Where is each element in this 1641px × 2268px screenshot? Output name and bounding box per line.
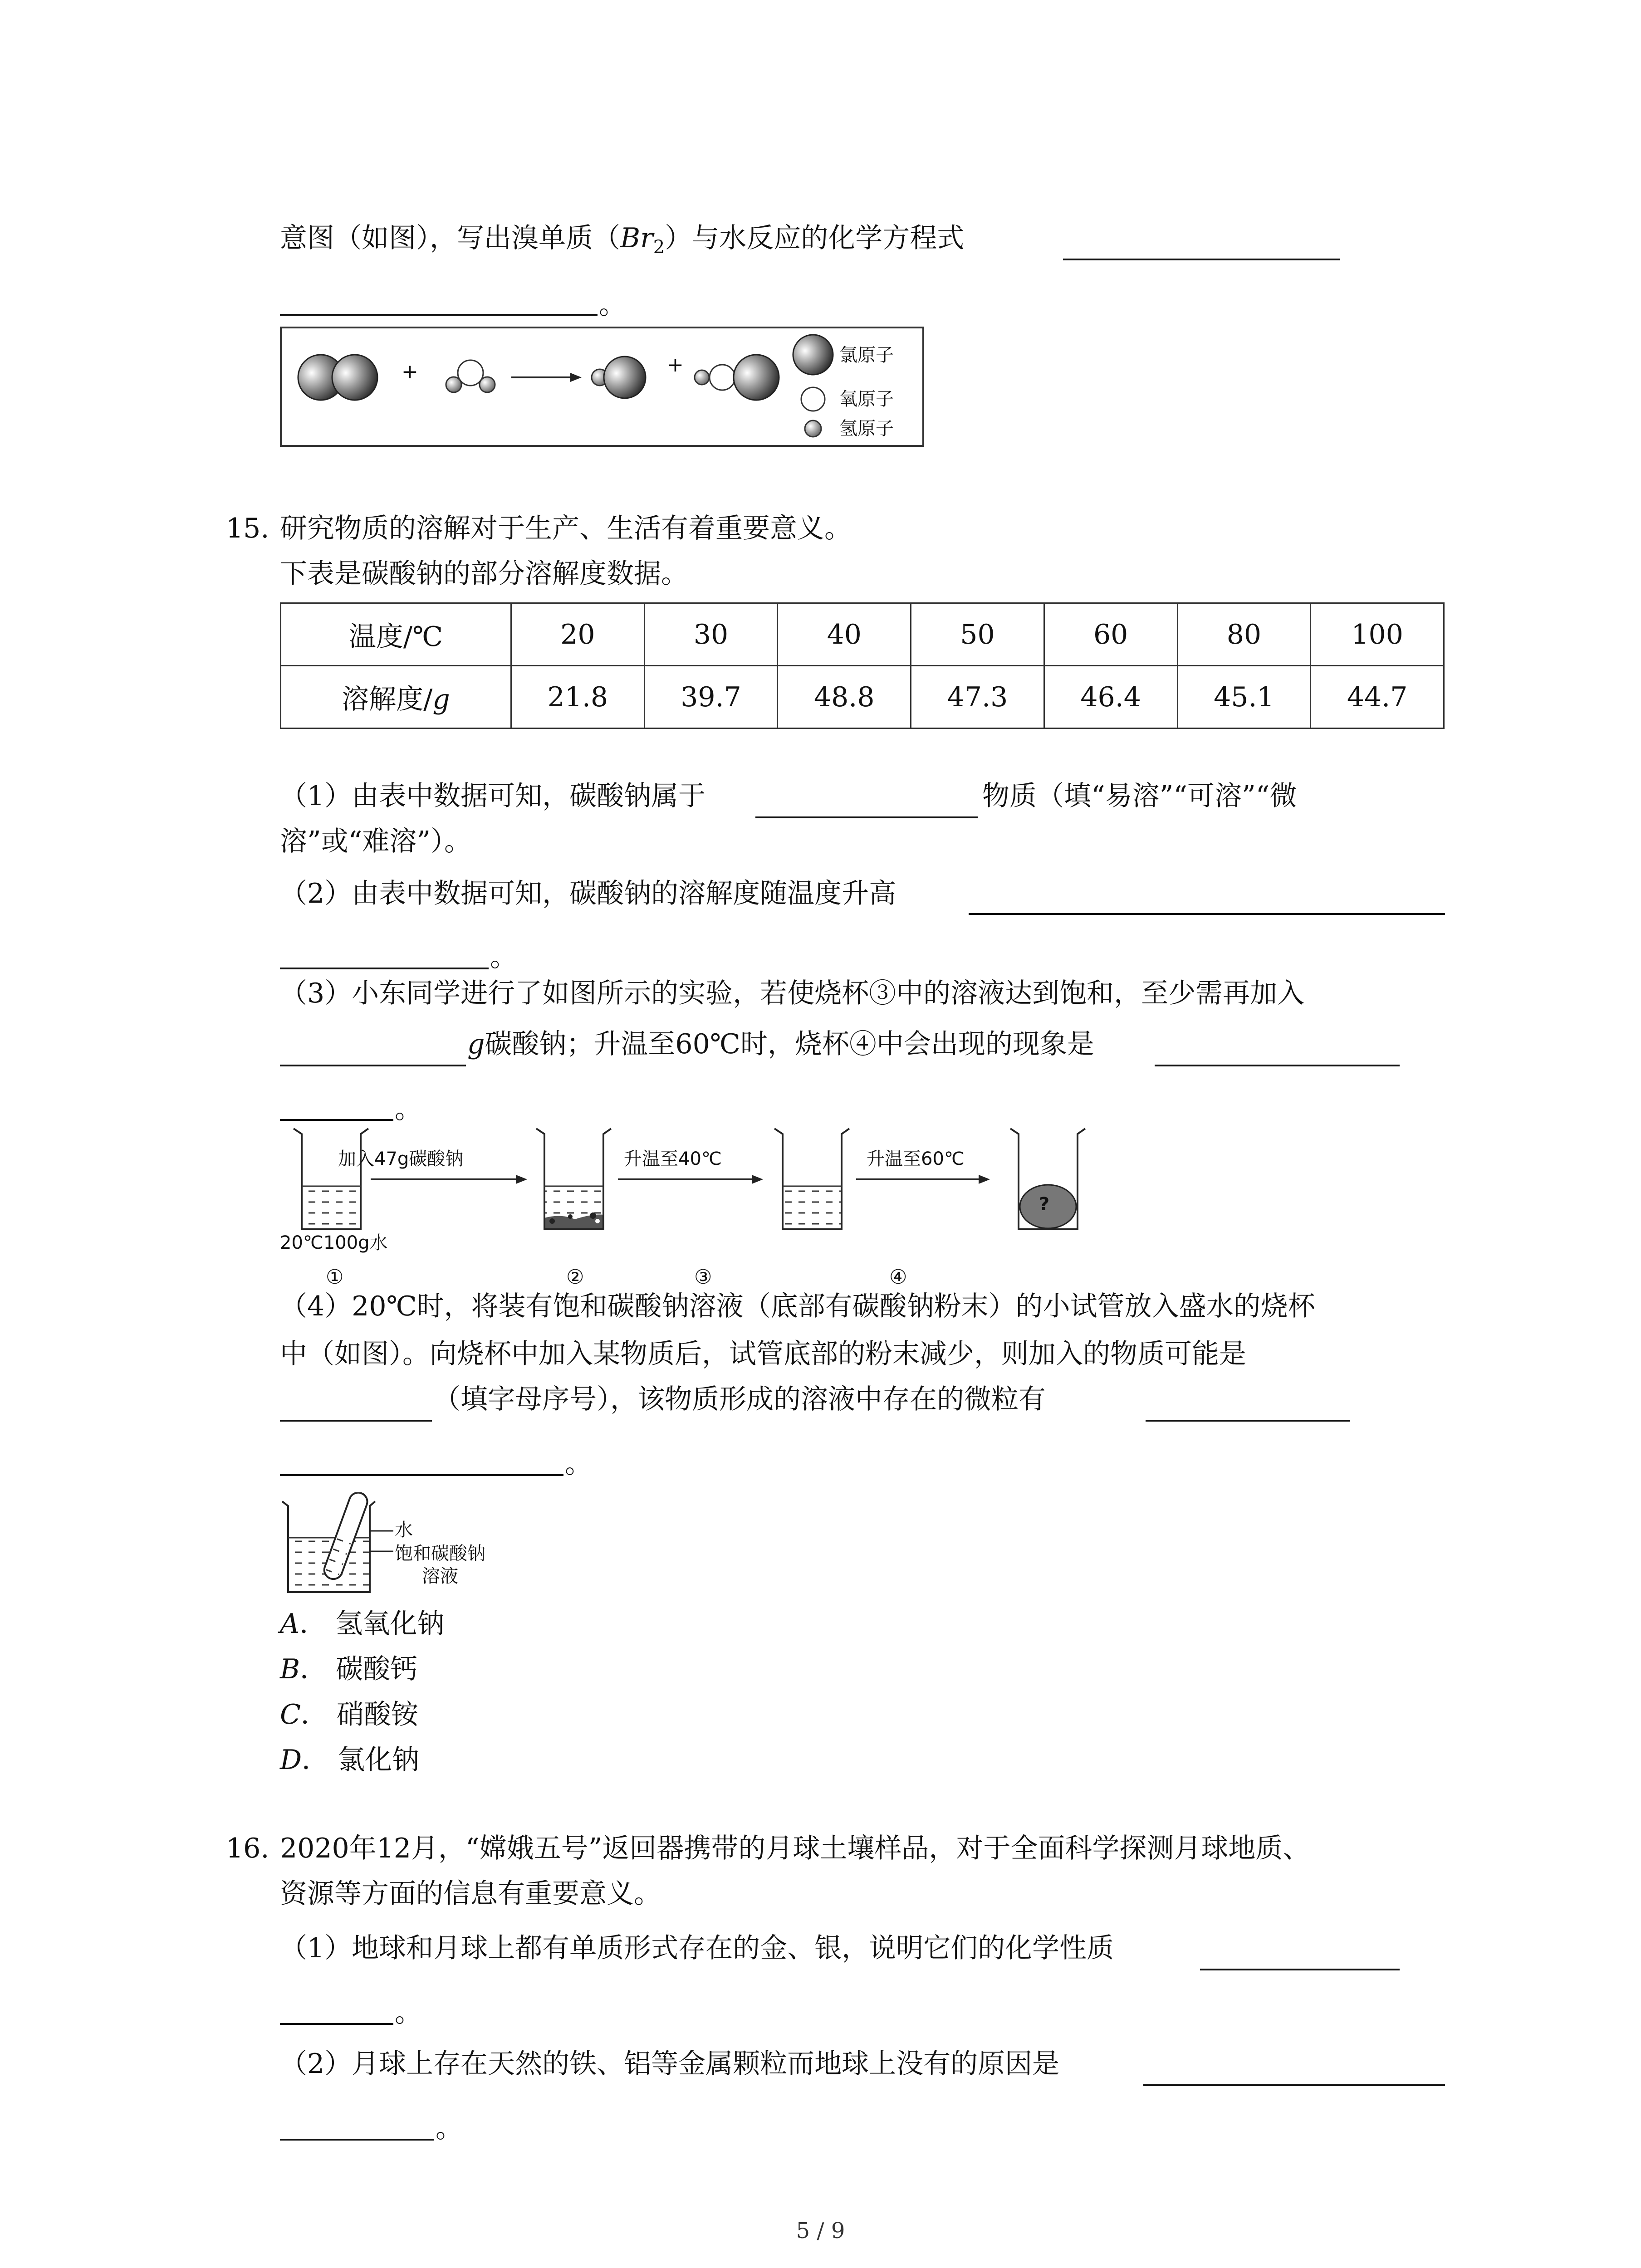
q15-part3-end: 。 [395, 1093, 422, 1125]
q15-part1-b: 物质（填“易溶”“可溶”“微 [982, 780, 1297, 812]
q16-part1-end: 。 [395, 1997, 422, 2028]
table-cell: 39.7 [644, 666, 778, 728]
oxygen-atom-icon [710, 365, 735, 390]
chlorine-atom-icon [604, 357, 646, 398]
answer-blank-q14-b[interactable] [280, 314, 598, 316]
arrow1-label: 加入47g碳酸钠 [338, 1149, 464, 1169]
table-cell: 40 [778, 603, 911, 666]
table-row-temperature [281, 603, 1444, 666]
arrow-icon [516, 1175, 527, 1184]
table-header-solubility: 溶解度/g [281, 666, 511, 728]
chlorine-atom-icon [332, 355, 377, 400]
answer-blank-q15-4c[interactable] [280, 1474, 563, 1476]
q16-stem2: 资源等方面的信息有重要意义。 [280, 1878, 661, 1910]
legend-chlorine-icon [793, 335, 833, 375]
q14-line1: 意图（如图），写出溴单质$(Br_2)$与水反应的化学方程式 [280, 222, 965, 258]
arrow-icon [752, 1175, 763, 1184]
answer-blank-q15-4a[interactable] [280, 1420, 432, 1422]
option-c[interactable]: C． 硝酸铵 [280, 1699, 418, 1730]
answer-blank-q16-2a[interactable] [1143, 2084, 1445, 2086]
arrow-icon [979, 1175, 990, 1184]
q15-part4-c: （填字母序号），该物质形成的溶液中存在的微粒有 [433, 1383, 1046, 1415]
arrow3-label: 升温至60℃ [867, 1149, 965, 1169]
table-cell: 80 [1177, 603, 1311, 666]
question-mark: ? [1039, 1194, 1050, 1215]
answer-blank-q16-1a[interactable] [1200, 1969, 1400, 1970]
q15-part4-b: 中（如图）。向烧杯中加入某物质后，试管底部的粉末减少，则加入的物质可能是 [280, 1338, 1246, 1370]
beaker-experiment-figure [280, 1120, 1092, 1256]
q15-part4-a: （4）20℃时，将装有饱和碳酸钠溶液（底部有碳酸钠粉末）的小试管放入盛水的烧杯 [280, 1290, 1315, 1322]
beaker1-label: 20℃100g水 [280, 1232, 388, 1253]
legend-hydrogen-icon [805, 420, 821, 437]
answer-blank-q16-2b[interactable] [280, 2139, 434, 2141]
table-cell: 50 [911, 603, 1044, 666]
bromine-subscript: 2 [653, 237, 665, 258]
beaker-number-1: ① [326, 1266, 344, 1289]
q14-line2-end: 。 [599, 289, 626, 321]
answer-blank-q16-1b[interactable] [280, 2023, 393, 2025]
q15-part3-a: （3）小东同学进行了如图所示的实验，若使烧杯③中的溶液达到饱和，至少需再加入 [280, 978, 1305, 1009]
q15-part1-c: 溶”或“难溶”）。 [280, 826, 472, 857]
beaker-number-2: ② [566, 1266, 584, 1289]
label-water: 水 [395, 1520, 413, 1540]
q15-stem2: 下表是碳酸钠的部分溶解度数据。 [280, 558, 688, 590]
beaker-1-icon [294, 1129, 368, 1229]
answer-blank-q14-a[interactable] [1063, 259, 1340, 260]
table-cell: 20 [511, 603, 645, 666]
beaker-3-icon [774, 1129, 849, 1229]
q15-part1-a: （1）由表中数据可知，碳酸钠属于 [280, 780, 706, 812]
table-cell: 21.8 [511, 666, 645, 728]
beaker-2-icon [536, 1129, 611, 1229]
answer-blank-q15-3b[interactable] [1155, 1065, 1400, 1066]
q15-part2-a: （2）由表中数据可知，碳酸钠的溶解度随温度升高 [280, 878, 896, 909]
option-a[interactable]: A． 氢氧化钠 [280, 1608, 445, 1640]
q16-part2: （2）月球上存在天然的铁、铝等金属颗粒而地球上没有的原因是 [280, 2048, 1060, 2080]
arrow2-label: 升温至40℃ [624, 1149, 722, 1169]
legend-hydrogen-label: 氢原子 [839, 418, 894, 439]
hydrogen-atom-icon [480, 377, 495, 392]
plus-sign-2: + [667, 353, 684, 376]
q15-part2-end: 。 [490, 941, 517, 973]
molecule-diagram [280, 327, 924, 447]
bromine-formula: Br [620, 222, 653, 254]
q16-number: 16. [226, 1833, 269, 1864]
table-row-solubility [281, 666, 1444, 728]
legend-chlorine-label: 氯原子 [839, 345, 894, 366]
legend-oxygen-label: 氧原子 [839, 389, 894, 410]
q16-part1: （1）地球和月球上都有单质形式存在的金、银，说明它们的化学性质 [280, 1932, 1114, 1964]
plus-sign-1: + [402, 360, 418, 383]
table-cell: 45.1 [1177, 666, 1311, 728]
table-cell: 48.8 [778, 666, 911, 728]
q15-part3-b: g碳酸钠；升温至60℃时，烧杯④中会出现的现象是 [467, 1028, 1094, 1060]
beaker-number-4: ④ [889, 1266, 907, 1289]
q16-part2-end: 。 [436, 2112, 463, 2144]
table-cell: 47.3 [911, 666, 1044, 728]
q15-number: 15. [226, 513, 269, 544]
hydrogen-atom-icon [695, 370, 709, 385]
solubility-table [280, 602, 1445, 729]
answer-blank-q15-1[interactable] [755, 816, 978, 818]
q15-stem1: 研究物质的溶解对于生产、生活有着重要意义。 [280, 513, 852, 544]
oxygen-atom-icon [458, 360, 483, 386]
legend-oxygen-icon [801, 387, 825, 411]
page-number: 5 / 9 [796, 2218, 845, 2244]
q15-part4-end: 。 [565, 1448, 592, 1480]
table-cell: 60 [1044, 603, 1177, 666]
answer-blank-q15-3a[interactable] [280, 1065, 466, 1066]
test-tube-figure [280, 1492, 398, 1606]
table-cell: 44.7 [1311, 666, 1444, 728]
table-cell: 100 [1311, 603, 1444, 666]
beaker-number-3: ③ [694, 1266, 712, 1289]
table-header-temperature: 温度/℃ [281, 603, 511, 666]
label-solution-2: 溶液 [422, 1566, 458, 1587]
answer-blank-q15-2b[interactable] [280, 968, 489, 969]
option-b[interactable]: B． 碳酸钙 [280, 1653, 418, 1685]
chlorine-atom-icon [734, 355, 779, 400]
answer-blank-q15-4b[interactable] [1146, 1420, 1350, 1422]
table-cell: 30 [644, 603, 778, 666]
table-cell: 46.4 [1044, 666, 1177, 728]
answer-blank-q15-2a[interactable] [969, 913, 1445, 915]
q16-stem1: 2020年12月，“嫦娥五号”返回器携带的月球土壤样品，对于全面科学探测月球地质、 [280, 1833, 1310, 1864]
label-solution-1: 饱和碳酸钠 [395, 1543, 485, 1564]
option-d[interactable]: D． 氯化钠 [280, 1744, 420, 1776]
